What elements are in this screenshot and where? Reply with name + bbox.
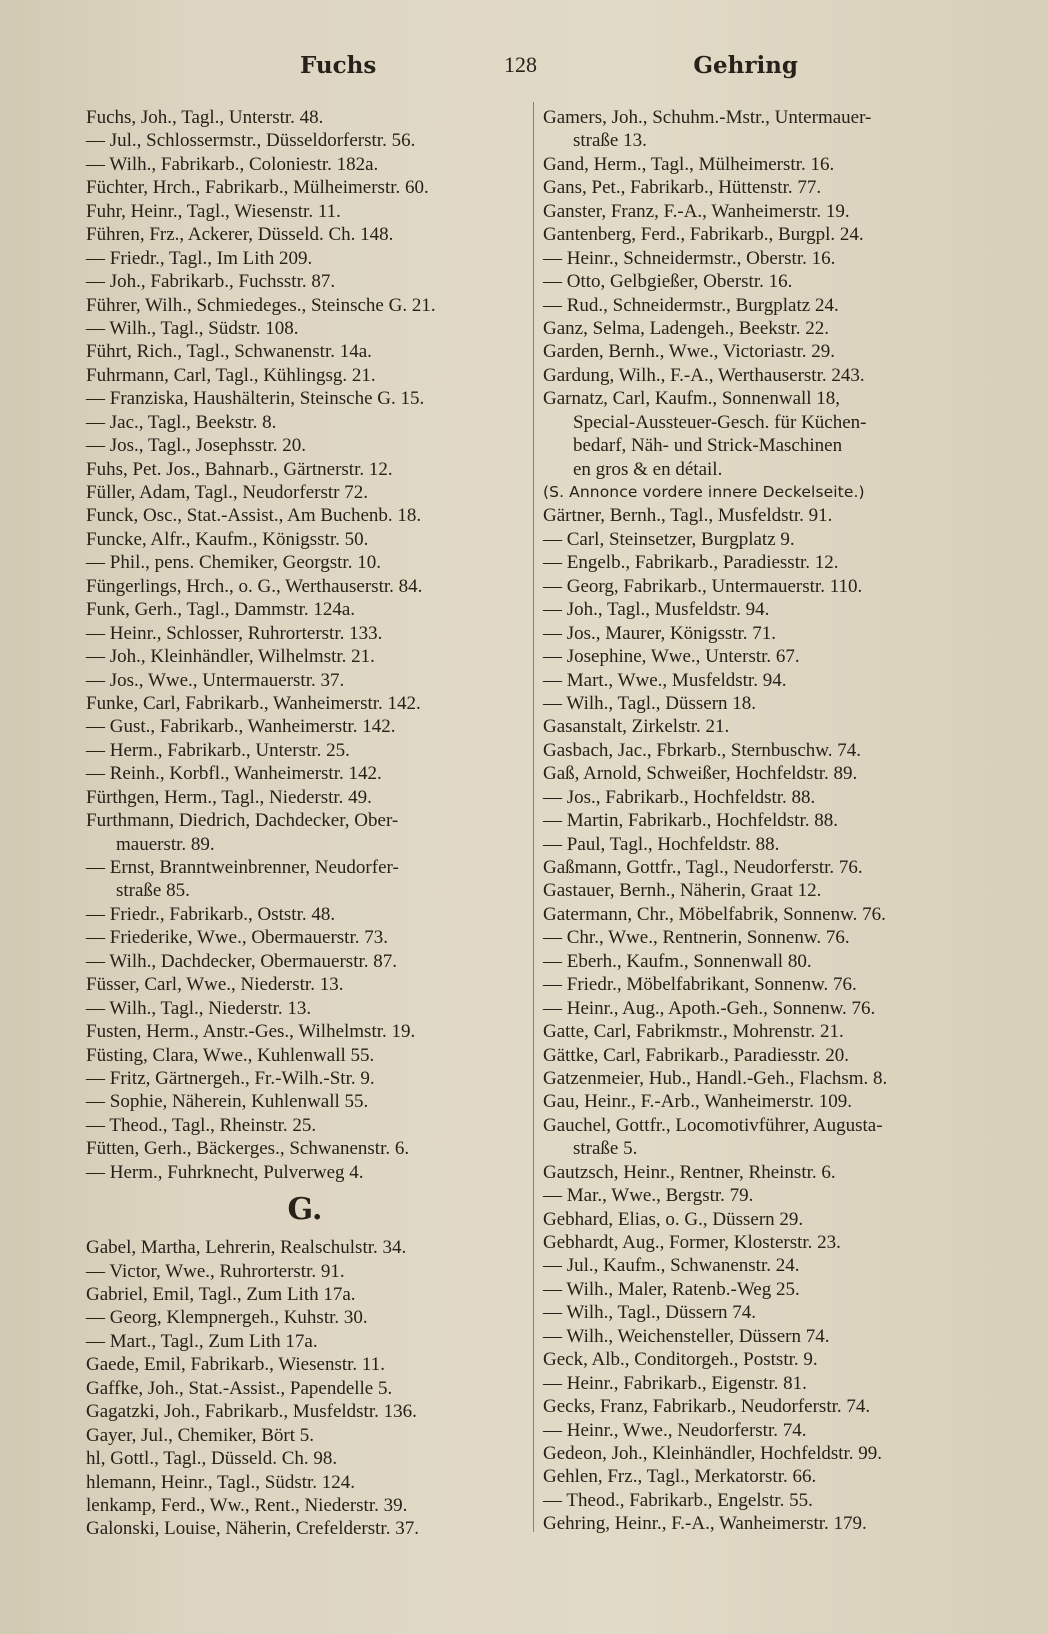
directory-entry: Ganz, Selma, Ladengeh., Beekstr. 22.	[543, 317, 829, 339]
directory-entry: Gaß, Arnold, Schweißer, Hochfeldstr. 89.	[543, 763, 858, 785]
directory-entry: — Joh., Kleinhändler, Wilhelmstr. 21.	[86, 646, 375, 668]
directory-entry: — Mart., Wwe., Musfeldstr. 94.	[543, 669, 787, 691]
entry-continuation: bedarf, Näh- und Strick-Maschinen	[573, 435, 843, 457]
directory-entry: Funke, Carl, Fabrikarb., Wanheimerstr. 142.	[86, 692, 421, 714]
directory-entry: Gautzsch, Heinr., Rentner, Rheinstr. 6.	[543, 1161, 836, 1183]
directory-entry: Gayer, Jul., Chemiker, Bört 5.	[86, 1424, 315, 1446]
page-header	[84, 52, 988, 92]
directory-entry: Fusten, Herm., Anstr.-Ges., Wilhelmstr. 19.	[86, 1021, 416, 1043]
directory-entry: Gand, Herm., Tagl., Mülheimerstr. 16.	[543, 153, 835, 175]
directory-entry: — Heinr., Wwe., Neudorferstr. 74.	[543, 1419, 807, 1441]
directory-entry: Gardung, Wilh., F.-A., Werthauserstr. 243.	[543, 364, 865, 386]
directory-entry: — Wilh., Fabrikarb., Coloniestr. 182a.	[86, 153, 379, 175]
directory-entry: Füchter, Hrch., Fabrikarb., Mülheimerstr. 60.	[86, 177, 429, 199]
directory-entry: Funck, Osc., Stat.-Assist., Am Buchenb. 18.	[86, 505, 422, 527]
directory-entry: Gebhardt, Aug., Former, Klosterstr. 23.	[543, 1232, 841, 1253]
directory-entry: — Ernst, Branntweinbrenner, Neudorfer-	[86, 857, 399, 878]
directory-entry: — Friederike, Wwe., Obermauerstr. 73.	[86, 927, 388, 949]
directory-entry: — Josephine, Wwe., Unterstr. 67.	[543, 646, 800, 668]
directory-entry: — Chr., Wwe., Rentnerin, Sonnenw. 76.	[543, 927, 850, 949]
directory-entry: Gabel, Martha, Lehrerin, Realschulstr. 34.	[86, 1237, 407, 1259]
directory-entry: Führt, Rich., Tagl., Schwanenstr. 14a.	[86, 341, 372, 363]
header-first-entry: Fuchs	[300, 52, 377, 79]
directory-entry: Gättke, Carl, Fabrikarb., Paradiesstr. 20.	[543, 1044, 850, 1066]
directory-entry: — Gust., Fabrikarb., Wanheimerstr. 142.	[86, 716, 396, 738]
directory-entry: — Friedr., Tagl., Im Lith 209.	[86, 247, 313, 269]
column-divider	[533, 102, 534, 1532]
directory-entry: — Wilh., Weichensteller, Düssern 74.	[543, 1325, 830, 1347]
directory-entry: Galonski, Louise, Näherin, Crefelderstr. 37.	[86, 1518, 419, 1540]
directory-entry: — Georg, Fabrikarb., Untermauerstr. 110.	[543, 575, 863, 597]
directory-entry: Funk, Gerh., Tagl., Dammstr. 124a.	[86, 599, 356, 621]
directory-entry: Garden, Bernh., Wwe., Victoriastr. 29.	[543, 341, 836, 363]
directory-entry: — Jos., Tagl., Josephsstr. 20.	[86, 435, 307, 457]
directory-entry: Gastauer, Bernh., Näherin, Graat 12.	[543, 880, 822, 902]
directory-entry: — Engelb., Fabrikarb., Paradiesstr. 12.	[543, 552, 839, 574]
directory-entry: — Friedr., Fabrikarb., Oststr. 48.	[86, 903, 336, 925]
directory-entry: — Wilh., Dachdecker, Obermauerstr. 87.	[86, 950, 397, 972]
directory-entry: Fuhr, Heinr., Tagl., Wiesenstr. 11.	[86, 200, 341, 222]
directory-entry: Gasbach, Jac., Fbrkarb., Sternbuschw. 74.	[543, 739, 861, 761]
directory-entry: — Fritz, Gärtnergeh., Fr.-Wilh.-Str. 9.	[86, 1067, 375, 1089]
directory-entry: Gasanstalt, Zirkelstr. 21.	[543, 716, 730, 738]
directory-entry: — Georg, Klempnergeh., Kuhstr. 30.	[86, 1307, 368, 1329]
directory-entry: Ganster, Franz, F.-A., Wanheimerstr. 19.	[543, 200, 850, 222]
directory-entry: — Mar., Wwe., Bergstr. 79.	[543, 1185, 754, 1207]
directory-entry: — Paul, Tagl., Hochfeldstr. 88.	[543, 833, 780, 855]
directory-entry: Füngerlings, Hrch., o. G., Werthauserstr. 84.	[86, 575, 423, 597]
directory-entry: Gagatzki, Joh., Fabrikarb., Musfeldstr. 136.	[86, 1401, 417, 1423]
directory-entry: Fuhs, Pet. Jos., Bahnarb., Gärtnerstr. 12.	[86, 458, 393, 480]
header-last-entry: Gehring	[693, 52, 798, 79]
directory-entry: — Theod., Tagl., Rheinstr. 25.	[86, 1114, 317, 1136]
entry-continuation: en gros & en détail.	[573, 458, 723, 480]
directory-entry: — Reinh., Korbfl., Wanheimerstr. 142.	[86, 763, 382, 785]
directory-entry: Gauchel, Gottfr., Locomotivführer, Augusta-	[543, 1114, 883, 1136]
directory-entry: Führer, Wilh., Schmiedeges., Steinsche G. 21.	[86, 294, 436, 316]
directory-entry: Gamers, Joh., Schuhm.-Mstr., Untermauer-	[543, 107, 872, 128]
advert-note: (S. Annonce vordere innere Deckelseite.)	[543, 483, 865, 501]
directory-entry: — Heinr., Schneidermstr., Oberstr. 16.	[543, 247, 836, 269]
directory-entry: Gaede, Emil, Fabrikarb., Wiesenstr. 11.	[86, 1354, 385, 1376]
directory-entry: Gedeon, Joh., Kleinhändler, Hochfeldstr. 99.	[543, 1442, 883, 1464]
directory-entry: — Joh., Fabrikarb., Fuchsstr. 87.	[86, 271, 336, 293]
directory-entry: — Wilh., Tagl., Düssern 74.	[543, 1302, 757, 1324]
directory-entry: — Joh., Tagl., Musfeldstr. 94.	[543, 599, 770, 621]
directory-entry: Füller, Adam, Tagl., Neudorferstr 72.	[86, 482, 368, 503]
directory-entry: — Jul., Kaufm., Schwanenstr. 24.	[543, 1255, 800, 1277]
directory-entry: Funcke, Alfr., Kaufm., Königsstr. 50.	[86, 528, 369, 550]
entry-continuation: straße 85.	[116, 880, 190, 902]
directory-entry: Furthmann, Diedrich, Dachdecker, Ober-	[86, 810, 399, 832]
directory-entry: — Eberh., Kaufm., Sonnenwall 80.	[543, 950, 812, 972]
directory-entry: Gau, Heinr., F.-Arb., Wanheimerstr. 109.	[543, 1091, 852, 1113]
directory-entry: Geck, Alb., Conditorgeh., Poststr. 9.	[543, 1349, 818, 1371]
directory-entry: — Carl, Steinsetzer, Burgplatz 9.	[543, 528, 795, 550]
directory-entry: — Jul., Schlossermstr., Düsseldorferstr. 56.	[86, 130, 416, 152]
directory-entry: — Friedr., Möbelfabrikant, Sonnenw. 76.	[543, 974, 857, 996]
right-column	[543, 106, 983, 1536]
directory-entry: Gebhard, Elias, o. G., Düssern 29.	[543, 1208, 804, 1230]
directory-entry: — Jos., Fabrikarb., Hochfeldstr. 88.	[543, 786, 816, 808]
directory-entry: — Wilh., Tagl., Niederstr. 13.	[86, 997, 312, 1019]
directory-entry: Fuhrmann, Carl, Tagl., Kühlingsg. 21.	[86, 364, 376, 386]
directory-entry: Garnatz, Carl, Kaufm., Sonnenwall 18,	[543, 388, 841, 410]
directory-entry: hlemann, Heinr., Tagl., Südstr. 124.	[86, 1471, 356, 1493]
directory-entry: Fuchs, Joh., Tagl., Unterstr. 48.	[86, 107, 324, 128]
entry-continuation: straße 13.	[573, 130, 647, 152]
directory-entry: — Wilh., Tagl., Südstr. 108.	[86, 317, 299, 339]
entry-continuation: straße 5.	[573, 1138, 638, 1160]
directory-entry: Füsser, Carl, Wwe., Niederstr. 13.	[86, 974, 344, 996]
directory-entry: Führen, Frz., Ackerer, Düsseld. Ch. 148.	[86, 224, 394, 246]
directory-entry: — Otto, Gelbgießer, Oberstr. 16.	[543, 271, 793, 293]
section-letter-heading: G.	[287, 1192, 323, 1228]
directory-entry: — Sophie, Näherein, Kuhlenwall 55.	[86, 1091, 369, 1113]
directory-entry: — Jos., Wwe., Untermauerstr. 37.	[86, 669, 345, 691]
directory-entry: Gaffke, Joh., Stat.-Assist., Papendelle 5.	[86, 1377, 393, 1399]
directory-entry: Gatzenmeier, Hub., Handl.-Geh., Flachsm. 8.	[543, 1067, 888, 1089]
directory-entry: Gantenberg, Ferd., Fabrikarb., Burgpl. 24.	[543, 224, 864, 246]
page-number: 128	[504, 52, 537, 77]
directory-entry: — Herm., Fuhrknecht, Pulverweg 4.	[86, 1161, 364, 1183]
directory-entry: Gatermann, Chr., Möbelfabrik, Sonnenw. 76.	[543, 903, 886, 925]
directory-entry: — Jac., Tagl., Beekstr. 8.	[86, 411, 277, 433]
directory-entry: — Martin, Fabrikarb., Hochfeldstr. 88.	[543, 810, 838, 832]
directory-entry: Füsting, Clara, Wwe., Kuhlenwall 55.	[86, 1044, 375, 1066]
directory-entry: Fütten, Gerh., Bäckerges., Schwanenstr. 6.	[86, 1138, 410, 1160]
directory-entry: — Jos., Maurer, Königsstr. 71.	[543, 622, 777, 644]
directory-entry: Gans, Pet., Fabrikarb., Hüttenstr. 77.	[543, 177, 822, 199]
directory-entry: — Franziska, Haushälterin, Steinsche G. 15.	[86, 388, 425, 410]
directory-entry: Gatte, Carl, Fabrikmstr., Mohrenstr. 21.	[543, 1021, 844, 1043]
directory-entry: — Heinr., Schlosser, Ruhrorterstr. 133.	[86, 622, 383, 644]
directory-entry: lenkamp, Ferd., Ww., Rent., Niederstr. 39.	[86, 1494, 408, 1516]
entry-continuation: Special-Aussteuer-Gesch. für Küchen-	[573, 411, 867, 433]
directory-entry: — Theod., Fabrikarb., Engelstr. 55.	[543, 1489, 813, 1511]
left-column	[86, 106, 524, 1541]
directory-entry: — Phil., pens. Chemiker, Georgstr. 10.	[86, 552, 381, 574]
directory-entry: Fürthgen, Herm., Tagl., Niederstr. 49.	[86, 786, 372, 808]
directory-entry: — Victor, Wwe., Ruhrorterstr. 91.	[86, 1260, 345, 1282]
directory-entry: Gecks, Franz, Fabrikarb., Neudorferstr. 74.	[543, 1396, 871, 1418]
directory-entry: Gabriel, Emil, Tagl., Zum Lith 17a.	[86, 1284, 356, 1305]
directory-entry: Gärtner, Bernh., Tagl., Musfeldstr. 91.	[543, 505, 833, 527]
directory-entry: hl, Gottl., Tagl., Düsseld. Ch. 98.	[86, 1448, 338, 1470]
directory-entry: Gehlen, Frz., Tagl., Merkatorstr. 66.	[543, 1466, 817, 1488]
directory-entry: — Wilh., Tagl., Düssern 18.	[543, 692, 757, 714]
directory-entry: — Wilh., Maler, Ratenb.-Weg 25.	[543, 1278, 800, 1300]
entry-continuation: mauerstr. 89.	[116, 833, 215, 855]
directory-entry: — Heinr., Fabrikarb., Eigenstr. 81.	[543, 1372, 807, 1394]
directory-entry: Gaßmann, Gottfr., Tagl., Neudorferstr. 76.	[543, 857, 863, 878]
directory-entry: — Rud., Schneidermstr., Burgplatz 24.	[543, 294, 839, 316]
directory-entry: — Heinr., Aug., Apoth.-Geh., Sonnenw. 76.	[543, 997, 876, 1019]
directory-entry: — Herm., Fabrikarb., Unterstr. 25.	[86, 739, 350, 761]
directory-entry: — Mart., Tagl., Zum Lith 17a.	[86, 1330, 318, 1352]
directory-entry: Gehring, Heinr., F.-A., Wanheimerstr. 179.	[543, 1513, 867, 1535]
